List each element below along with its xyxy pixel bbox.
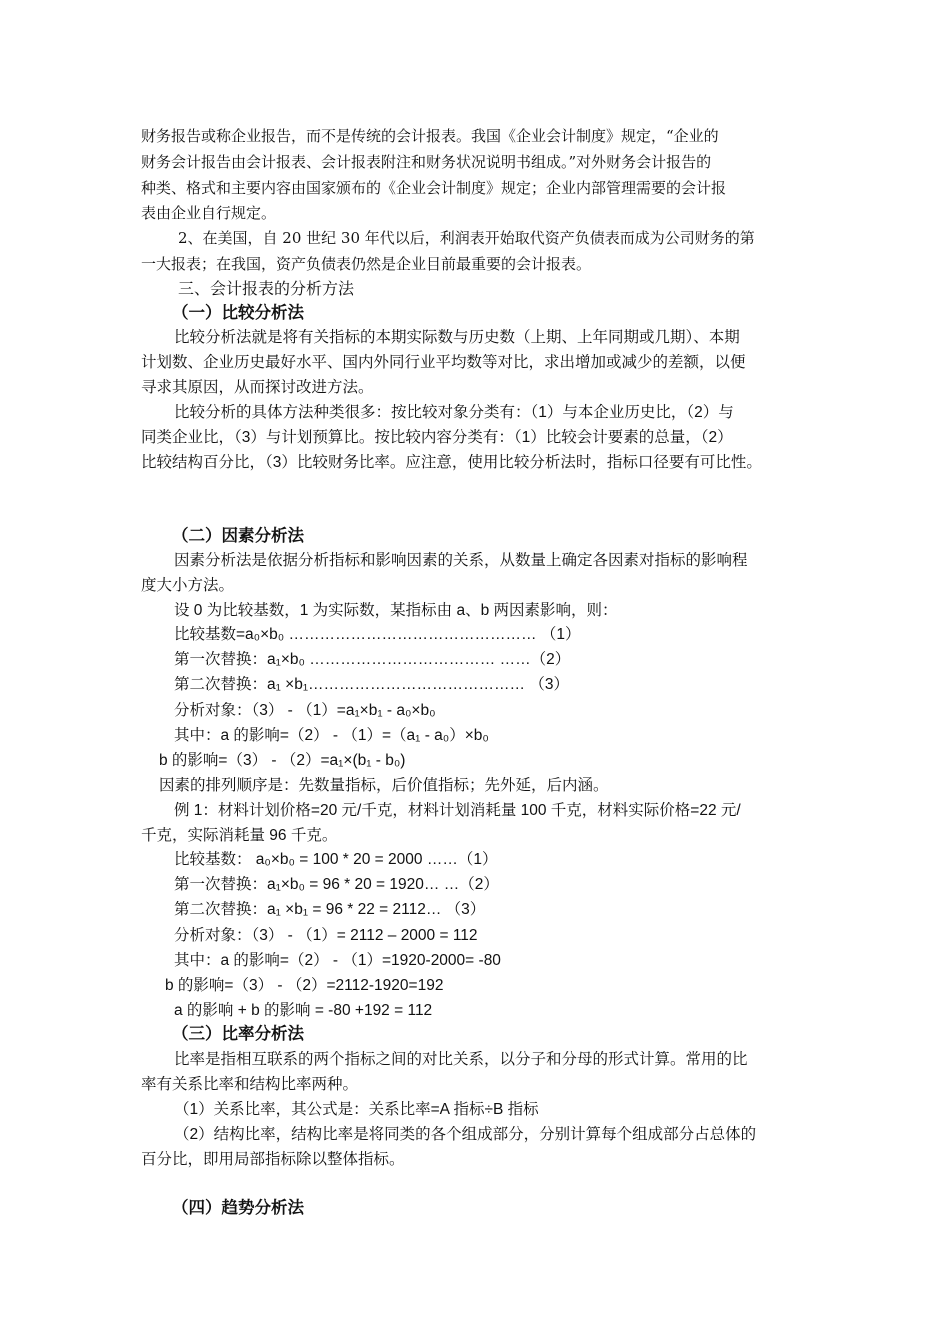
body-line: 因素分析法是依据分析指标和影响因素的关系，从数量上确定各因素对指标的影响程 xyxy=(174,552,748,569)
formula-line: 分析对象：（3） - （1）=a₁×b₁ - a₀×b₀ xyxy=(174,702,436,719)
formula-line: 第二次替换：a₁ ×b₁ = 96 * 22 = 2112… （3） xyxy=(174,901,486,918)
body-line: 同类企业比，（3）与计划预算比。按比较内容分类有：（1）比较会计要素的总量，（2） xyxy=(141,429,733,446)
formula-line: 比较基数： a₀×b₀ = 100 * 20 = 2000 ……（1） xyxy=(174,851,498,868)
intro-line: 2、在美国，自 20 世纪 30 年代以后，利润表开始取代资产负债表而成为公司财务的第 xyxy=(178,229,755,247)
intro-line: 一大报表；在我国，资产负债表仍然是企业目前最重要的会计报表。 xyxy=(141,255,592,273)
heading-comparison-analysis: （一）比较分析法 xyxy=(172,303,304,322)
intro-line: 种类、格式和主要内容由国家颁布的《企业会计制度》规定；企业内部管理需要的会计报 xyxy=(141,179,727,197)
formula-line: 分析对象：（3） - （1）= 2112 – 2000 = 112 xyxy=(174,927,478,944)
heading-trend-analysis: （四）趋势分析法 xyxy=(172,1198,304,1217)
intro-line: 表由企业自行规定。 xyxy=(141,204,277,222)
body-line: 率有关系比率和结构比率两种。 xyxy=(141,1076,359,1093)
formula-line: a 的影响 + b 的影响 = -80 +192 = 112 xyxy=(174,1002,433,1019)
formula-line: b 的影响=（3） - （2）=2112-1920=192 xyxy=(165,977,444,994)
formula-line: 其中：a 的影响=（2） - （1）=1920-2000= -80 xyxy=(174,952,501,969)
body-line: 设 0 为比较基数，1 为实际数，某指标由 a、b 两因素影响，则： xyxy=(174,602,618,619)
formula-line: b 的影响=（3） - （2）=a₁×(b₁ - b₀) xyxy=(159,752,406,769)
body-line: 计划数、企业历史最好水平、国内外同行业平均数等对比，求出增加或减少的差额，以便 xyxy=(141,354,746,371)
body-line: 百分比，即用局部指标除以整体指标。 xyxy=(141,1151,405,1168)
body-line: （2）结构比率，结构比率是将同类的各个组成部分，分别计算每个组成部分占总体的 xyxy=(174,1126,757,1143)
formula-line: 第二次替换：a₁ ×b₁…………………………………… （3） xyxy=(174,676,569,693)
body-line: 比较结构百分比，（3）比较财务比率。应注意，使用比较分析法时，指标口径要有可比性。 xyxy=(141,454,762,471)
heading-factor-analysis: （二）因素分析法 xyxy=(172,526,304,545)
body-line: （1）关系比率，其公式是：关系比率=A 指标÷B 指标 xyxy=(174,1101,539,1118)
formula-line: 其中：a 的影响=（2） - （1）=（a₁ - a₀）×b₀ xyxy=(174,727,489,744)
body-line: 比较分析的具体方法种类很多：按比较对象分类有：（1）与本企业历史比，（2）与 xyxy=(174,404,734,421)
intro-line: 财务会计报告由会计报表、会计报表附注和财务状况说明书组成。”对外财务会计报告的 xyxy=(141,153,712,171)
formula-line: 第一次替换：a₁×b₀ ……………………………… ……（2） xyxy=(174,651,571,668)
intro-line: 财务报告或称企业报告，而不是传统的会计报表。我国《企业会计制度》规定，“企业的 xyxy=(141,127,719,145)
body-line: 度大小方法。 xyxy=(141,577,235,594)
body-line: 比较分析法就是将有关指标的本期实际数与历史数（上期、上年同期或几期）、本期 xyxy=(174,329,740,346)
formula-line: 第一次替换：a₁×b₀ = 96 * 20 = 1920… …（2） xyxy=(174,876,499,893)
body-line: 比率是指相互联系的两个指标之间的对比关系，以分子和分母的形式计算。常用的比 xyxy=(174,1051,748,1068)
formula-line: 比较基数=a₀×b₀ ………………………………………… （1） xyxy=(174,626,581,643)
section-title: 三、会计报表的分析方法 xyxy=(178,279,355,298)
body-line: 例 1：材料计划价格=20 元/千克，材料计划消耗量 100 千克，材料实际价格=22 元/ xyxy=(174,802,741,819)
body-line: 千克，实际消耗量 96 千克。 xyxy=(141,827,338,844)
body-line: 因素的排列顺序是：先数量指标，后价值指标；先外延，后内涵。 xyxy=(159,777,609,794)
heading-ratio-analysis: （三）比率分析法 xyxy=(172,1024,304,1043)
body-line: 寻求其原因，从而探讨改进方法。 xyxy=(141,379,374,396)
